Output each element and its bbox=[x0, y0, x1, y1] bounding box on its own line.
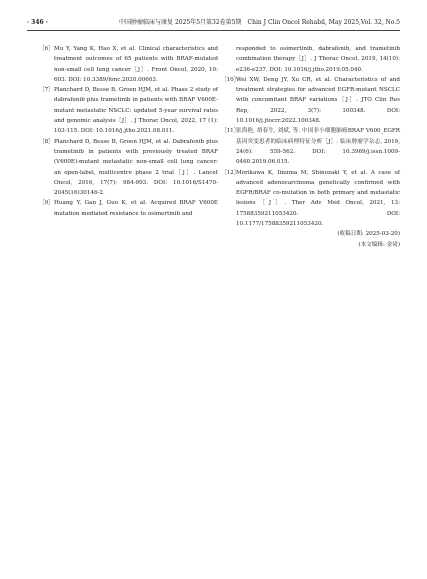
received-date: (收稿日期: 2025-03-20) bbox=[337, 231, 400, 238]
reference-number: ［11］ bbox=[221, 128, 240, 135]
reference-text: Planchard D, Besse B, Groen HJM, et al. Phase 2 study of dabrafenib plus trametinib in patients with BRAF V600E-mutant metastatic NSCLC: updated 5-year survival rates and genomic analysis［J］. J Thorac Oncol, 2022, 17 (1): 103-115. DOI: 10.1016/j.jtho.2021.08.011. bbox=[54, 87, 218, 135]
reference-text: Wei XW, Deng JY, Xu CR, et al. Characteristics of and treatment strategies for advanced EGFR-mutant NSCLC with concomitant BRAF variations［J］. JTO Clin Res Rep, 2022, 3(7): 100348. DOI: 10.1016/j.jtocrr.2022.100348. bbox=[236, 76, 400, 125]
editor-note: (本文编辑: 金琦) bbox=[358, 241, 400, 248]
reference-number: ［6］ bbox=[39, 46, 54, 52]
reference-text: Morikawa K, Iinuma M, Shinozaki Y, et al. A case of advanced adenocarcinoma genetically confirmed with EGFR/BRAF co-mutation in both primary and metastatic lesions［J］. Ther Adv Med Oncol, 2021, 13: 17588359211053420. DOI: 10.1177/17588359211053420. bbox=[236, 169, 400, 228]
reference-column-left bbox=[40, 44, 218, 219]
reference-text: 张海艳, 胡春生, 刘斌, 等. 中国非小细胞肺癌BRAF V600_EGFR基因突变患者的临床病理特征分析［J］. 临床肿瘤学杂志, 2019, 24(6): 559-562. DOI: 10.3969/j.issn.1009-0460.2019.06.015. bbox=[236, 128, 400, 166]
reference-item bbox=[40, 198, 218, 219]
reference-number: ［9］ bbox=[39, 200, 54, 207]
reference-item bbox=[222, 126, 400, 167]
reference-number: ［10］ bbox=[221, 76, 240, 83]
reference-item bbox=[222, 168, 400, 230]
reference-text: Mu Y, Yang K, Hao X, et al. Clinical characteristics and treatment outcomes of 65 patients with BRAF-mutated non-small cell lung cancer［J］. Front Oncol, 2020, 10: 603. DOI: 10.3389/fonc.2020.00603. bbox=[54, 46, 218, 83]
journal-citation: 中国肿瘤临床与康复 2025年5月第32卷第5期 Chin J Clin Oncol Rehabil, May 2025,Vol. 32, No.5 bbox=[119, 19, 400, 26]
reference-column-right bbox=[222, 44, 400, 250]
reference-number: ［12］ bbox=[221, 169, 240, 176]
reference-continuation bbox=[222, 44, 400, 75]
page-number: · 346 · bbox=[27, 19, 48, 26]
reference-number: ［8］ bbox=[39, 138, 54, 145]
reference-text: Planchard D, Besse B, Groen HJM, et al. Dabrafenib plus trametinib in patients with previously treated BRAF (V600E)-mutant metastatic non-small cell lung cancer: an open-label, multicentre phase 2 trial［J］. Lancet Oncol, 2016, 17(7): 984-993. DOI: 10.1016/S1470-2045(16)30146-2. bbox=[54, 138, 218, 197]
reference-item bbox=[222, 75, 400, 126]
running-header bbox=[27, 18, 400, 31]
reference-item bbox=[40, 85, 218, 136]
reference-number: ［7］ bbox=[39, 87, 54, 94]
reference-text: Huang Y, Gan J, Guo K, et al. Acquired BRAF V600E mutation mediated resistance to osimertinib and bbox=[54, 200, 218, 217]
reference-item bbox=[40, 137, 218, 199]
reference-text: responded to osimertinib, dabrafenib, and trametinib combination therapy［J］. J Thorac Oncol, 2019, 14(10): e236-e237. DOI: 10.1016/j.jtho.2019.05.040. bbox=[236, 46, 400, 73]
reference-item bbox=[40, 44, 218, 85]
